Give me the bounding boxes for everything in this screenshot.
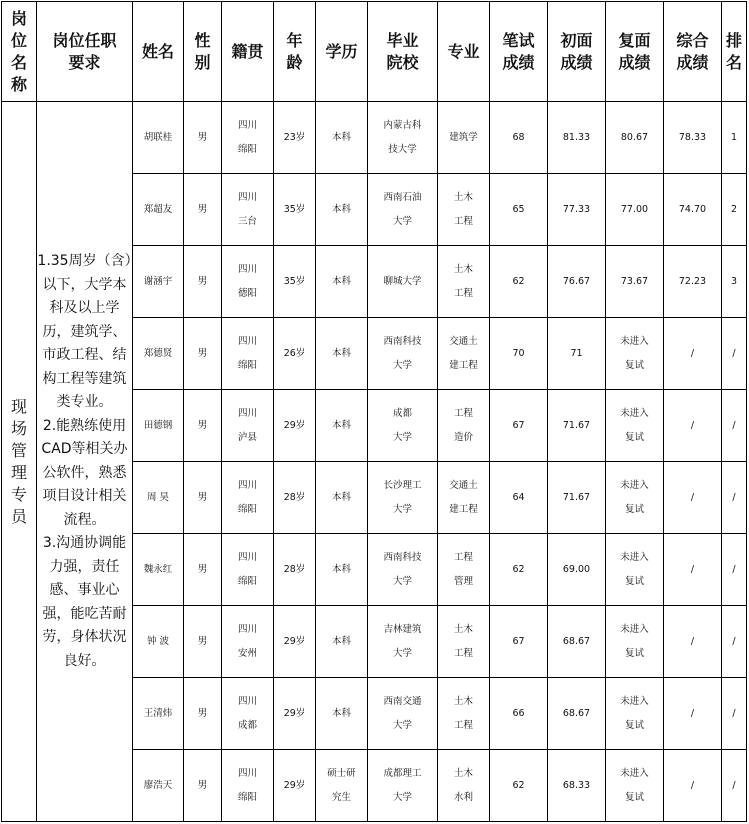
candidate-hometown: 四川 成都 <box>222 678 274 750</box>
candidate-second-interview-score: 未进入 复试 <box>606 534 664 606</box>
candidate-education: 硕士研 究生 <box>316 750 368 822</box>
candidate-age: 35岁 <box>274 174 316 246</box>
candidate-second-interview-score: 未进入 复试 <box>606 606 664 678</box>
header-rank: 排名 <box>722 2 747 102</box>
candidate-hometown: 四川 绵阳 <box>222 462 274 534</box>
candidate-composite-score: 72.23 <box>664 246 722 318</box>
header-hometown: 籍贯 <box>222 2 274 102</box>
header-school: 毕业院校 <box>368 2 438 102</box>
candidate-hometown: 四川 德阳 <box>222 246 274 318</box>
candidate-written-score: 67 <box>490 390 548 462</box>
candidate-composite-score: / <box>664 750 722 822</box>
candidate-second-interview-score: 未进入 复试 <box>606 678 664 750</box>
candidate-written-score: 64 <box>490 462 548 534</box>
candidate-first-interview-score: 71 <box>548 318 606 390</box>
candidate-major: 土木 工程 <box>438 246 490 318</box>
header-age: 年龄 <box>274 2 316 102</box>
candidate-school: 内蒙古科 技大学 <box>368 102 438 174</box>
requirement-item: 2.能熟练使用CAD等相关办公软件，熟悉项目设计相关流程。 <box>41 417 128 528</box>
candidate-written-score: 70 <box>490 318 548 390</box>
requirement-item: 3.沟通协调能力强，责任感、事业心强，能吃苦耐劳，身体状况良好。 <box>42 535 127 669</box>
candidate-composite-score: / <box>664 534 722 606</box>
candidate-rank: / <box>722 678 747 750</box>
candidate-second-interview-score: 80.67 <box>606 102 664 174</box>
candidate-rank: 3 <box>722 246 747 318</box>
candidate-school: 长沙理工 大学 <box>368 462 438 534</box>
candidate-composite-score: / <box>664 462 722 534</box>
candidate-education: 本科 <box>316 606 368 678</box>
candidate-education: 本科 <box>316 102 368 174</box>
candidate-age: 28岁 <box>274 462 316 534</box>
position-requirements-cell <box>37 102 133 822</box>
candidate-first-interview-score: 68.67 <box>548 678 606 750</box>
candidate-major: 工程 管理 <box>438 534 490 606</box>
candidate-school: 西南科技 大学 <box>368 534 438 606</box>
header-major: 专业 <box>438 2 490 102</box>
table-body <box>2 102 747 822</box>
header-position-name: 岗位名称 <box>2 2 37 102</box>
candidate-second-interview-score: 未进入 复试 <box>606 390 664 462</box>
candidate-gender: 男 <box>184 318 222 390</box>
candidate-age: 26岁 <box>274 318 316 390</box>
candidate-second-interview-score: 77.00 <box>606 174 664 246</box>
candidate-name: 廖浩天 <box>133 750 184 822</box>
candidate-age: 29岁 <box>274 750 316 822</box>
candidate-school: 西南石油 大学 <box>368 174 438 246</box>
candidate-hometown: 四川 三台 <box>222 174 274 246</box>
candidate-education: 本科 <box>316 678 368 750</box>
header-first-interview-score: 初面成绩 <box>548 2 606 102</box>
candidate-hometown: 四川 绵阳 <box>222 534 274 606</box>
candidate-name: 钟 波 <box>133 606 184 678</box>
candidate-name: 谢涵宇 <box>133 246 184 318</box>
candidate-written-score: 67 <box>490 606 548 678</box>
header-second-interview-score: 复面成绩 <box>606 2 664 102</box>
candidate-first-interview-score: 76.67 <box>548 246 606 318</box>
position-name-cell: 现场管理专员 <box>2 102 37 822</box>
header-composite-score: 综合成绩 <box>664 2 722 102</box>
candidate-age: 29岁 <box>274 678 316 750</box>
candidate-education: 本科 <box>316 390 368 462</box>
candidate-composite-score: / <box>664 318 722 390</box>
candidate-composite-score: / <box>664 390 722 462</box>
candidate-education: 本科 <box>316 534 368 606</box>
candidate-major: 交通土 建工程 <box>438 462 490 534</box>
candidate-gender: 男 <box>184 462 222 534</box>
candidate-age: 23岁 <box>274 102 316 174</box>
candidate-age: 29岁 <box>274 390 316 462</box>
candidate-composite-score: 78.33 <box>664 102 722 174</box>
candidate-hometown: 四川 绵阳 <box>222 102 274 174</box>
candidate-written-score: 62 <box>490 246 548 318</box>
candidate-education: 本科 <box>316 462 368 534</box>
candidate-major: 土木 工程 <box>438 606 490 678</box>
candidate-gender: 男 <box>184 606 222 678</box>
candidate-name: 郑超友 <box>133 174 184 246</box>
candidate-gender: 男 <box>184 102 222 174</box>
candidate-first-interview-score: 81.33 <box>548 102 606 174</box>
candidate-name: 周 昊 <box>133 462 184 534</box>
candidate-school: 西南交通 大学 <box>368 678 438 750</box>
candidate-school: 吉林建筑 大学 <box>368 606 438 678</box>
candidate-rank: / <box>722 534 747 606</box>
candidate-second-interview-score: 73.67 <box>606 246 664 318</box>
candidate-name: 胡联桂 <box>133 102 184 174</box>
candidate-school: 成都 大学 <box>368 390 438 462</box>
candidate-rank: 1 <box>722 102 747 174</box>
candidate-hometown: 四川 安州 <box>222 606 274 678</box>
header-gender: 性别 <box>184 2 222 102</box>
header-name: 姓名 <box>133 2 184 102</box>
candidate-age: 29岁 <box>274 606 316 678</box>
candidate-written-score: 62 <box>490 534 548 606</box>
candidate-gender: 男 <box>184 534 222 606</box>
candidate-education: 本科 <box>316 174 368 246</box>
candidate-gender: 男 <box>184 678 222 750</box>
candidate-rank: / <box>722 462 747 534</box>
candidate-gender: 男 <box>184 750 222 822</box>
candidate-composite-score: / <box>664 678 722 750</box>
candidate-written-score: 65 <box>490 174 548 246</box>
candidate-written-score: 62 <box>490 750 548 822</box>
header-position-requirements: 岗位任职要求 <box>37 2 133 102</box>
candidate-second-interview-score: 未进入 复试 <box>606 318 664 390</box>
candidate-first-interview-score: 68.67 <box>548 606 606 678</box>
candidate-hometown: 四川 绵阳 <box>222 750 274 822</box>
candidate-rank: / <box>722 750 747 822</box>
candidate-name: 魏永红 <box>133 534 184 606</box>
candidate-age: 35岁 <box>274 246 316 318</box>
candidate-major: 建筑学 <box>438 102 490 174</box>
candidate-major: 土木 工程 <box>438 678 490 750</box>
candidate-education: 本科 <box>316 318 368 390</box>
candidate-rank: / <box>722 606 747 678</box>
header-row <box>2 2 747 102</box>
results-table <box>1 1 747 822</box>
candidate-gender: 男 <box>184 246 222 318</box>
candidate-rank: / <box>722 318 747 390</box>
candidate-major: 工程 造价 <box>438 390 490 462</box>
candidate-composite-score: 74.70 <box>664 174 722 246</box>
candidate-rank: 2 <box>722 174 747 246</box>
candidate-school: 成都理工 大学 <box>368 750 438 822</box>
candidate-second-interview-score: 未进入 复试 <box>606 462 664 534</box>
candidate-composite-score: / <box>664 606 722 678</box>
candidate-gender: 男 <box>184 174 222 246</box>
candidate-name: 王清炜 <box>133 678 184 750</box>
candidate-first-interview-score: 71.67 <box>548 390 606 462</box>
candidate-age: 28岁 <box>274 534 316 606</box>
candidate-major: 土木 工程 <box>438 174 490 246</box>
candidate-first-interview-score: 77.33 <box>548 174 606 246</box>
candidate-written-score: 68 <box>490 102 548 174</box>
candidate-rank: / <box>722 390 747 462</box>
candidate-school: 西南科技 大学 <box>368 318 438 390</box>
table-row <box>2 102 747 174</box>
candidate-school: 聊城大学 <box>368 246 438 318</box>
candidate-first-interview-score: 71.67 <box>548 462 606 534</box>
header-written-score: 笔试成绩 <box>490 2 548 102</box>
candidate-name: 郑德贤 <box>133 318 184 390</box>
candidate-written-score: 66 <box>490 678 548 750</box>
candidate-major: 交通土 建工程 <box>438 318 490 390</box>
candidate-first-interview-score: 68.33 <box>548 750 606 822</box>
candidate-name: 田德钢 <box>133 390 184 462</box>
header-education: 学历 <box>316 2 368 102</box>
candidate-education: 本科 <box>316 246 368 318</box>
candidate-first-interview-score: 69.00 <box>548 534 606 606</box>
candidate-second-interview-score: 未进入 复试 <box>606 750 664 822</box>
candidate-major: 土木 水利 <box>438 750 490 822</box>
candidate-gender: 男 <box>184 390 222 462</box>
candidate-hometown: 四川 泸县 <box>222 390 274 462</box>
requirement-item: 1.35周岁（含）以下，大学本科及以上学历，建筑学、市政工程、结构工程等建筑类专业。 <box>37 253 132 410</box>
candidate-hometown: 四川 绵阳 <box>222 318 274 390</box>
